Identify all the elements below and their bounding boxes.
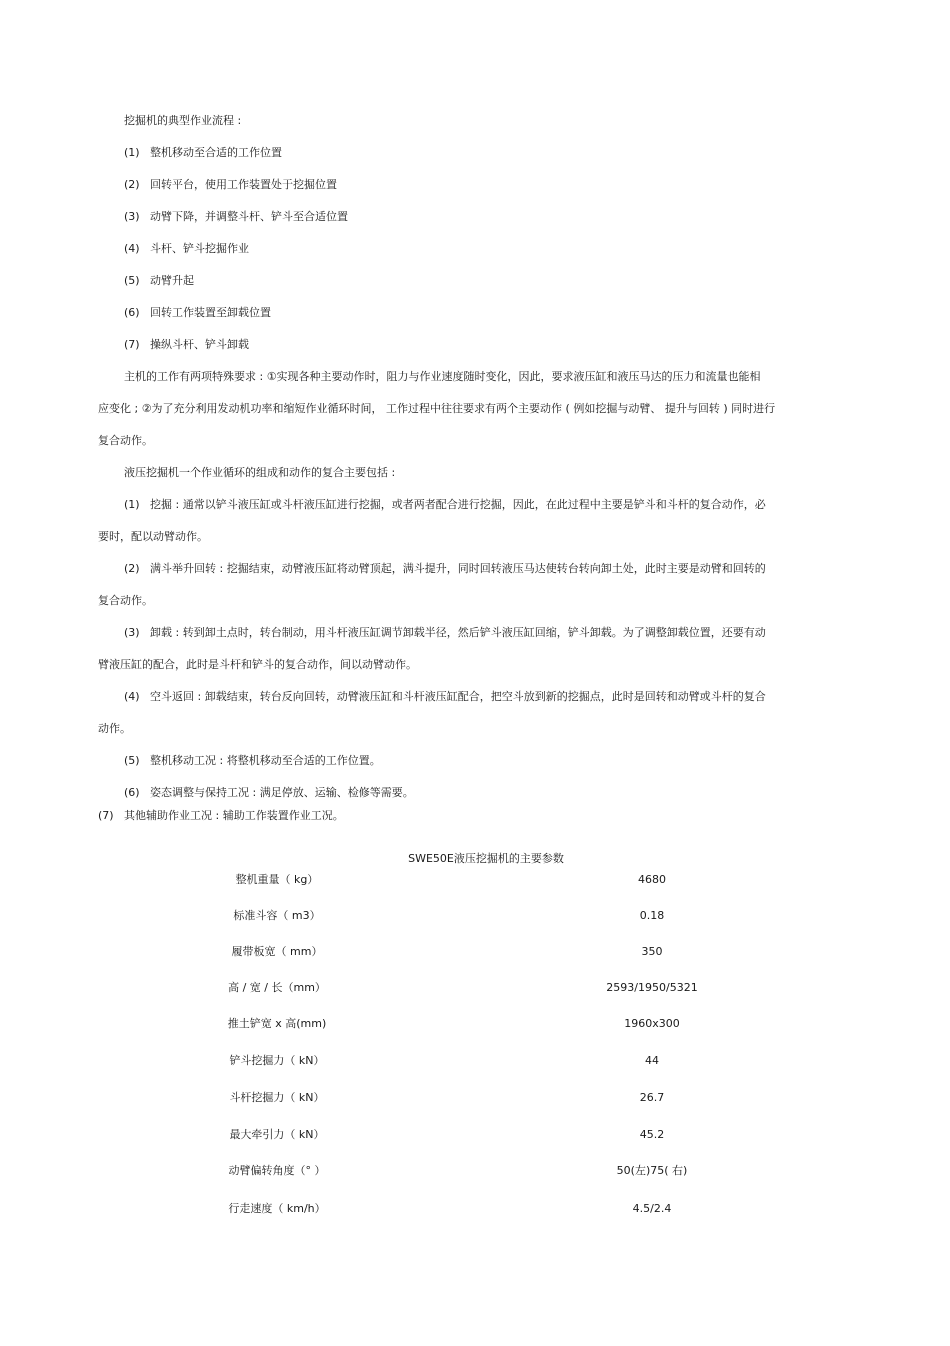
param-value: 1960x300 [624, 1017, 680, 1030]
cycle-item [124, 626, 766, 639]
param-label: 整机重量（ kg） [235, 873, 319, 886]
flow-step [124, 274, 194, 287]
flow-step [124, 146, 282, 159]
param-label: 铲斗挖掘力（ kN） [229, 1054, 325, 1067]
flow-step [124, 210, 348, 223]
item-text: 空斗返回 : 卸载结束，转台反向回转，动臂液压缸和斗杆液压缸配合，把空斗放到新的挖掘点，此时是回转和动臂或斗杆的复合 [150, 690, 766, 703]
step-text: 动臂升起 [150, 274, 194, 287]
step-number: (2) [124, 178, 140, 191]
param-value: 26.7 [639, 1091, 665, 1104]
param-label: 最大牵引力（ kN） [229, 1128, 325, 1141]
param-value: 2593/1950/5321 [606, 981, 698, 994]
cycle-item-continuation: 要时，配以动臂动作。 [98, 530, 208, 543]
item-text: 卸载 : 转到卸土点时，转台制动，用斗杆液压缸调节卸载半径，然后铲斗液压缸回缩，铲斗卸载。为了调整卸载位置，还要有动 [150, 626, 766, 639]
item-number: (4) [124, 690, 140, 703]
param-value: 50(左)75( 右) [616, 1164, 688, 1177]
step-number: (5) [124, 274, 140, 287]
cycle-item [124, 562, 766, 575]
cycle-item [124, 498, 766, 511]
item-text: 满斗举升回转 : 挖掘结束，动臂液压缸将动臂顶起，满斗提升，同时回转液压马达使转台转向卸土处，此时主要是动臂和回转的 [150, 562, 766, 575]
cycle-title: 液压挖掘机一个作业循环的组成和动作的复合主要包括 : [124, 466, 396, 479]
param-value: 350 [641, 945, 663, 958]
cycle-item-continuation: 臂液压缸的配合，此时是斗杆和铲斗的复合动作，间以动臂动作。 [98, 658, 417, 671]
cycle-item [124, 754, 381, 767]
param-label: 行走速度（ km/h） [228, 1202, 326, 1215]
param-value: 45.2 [639, 1128, 665, 1141]
params-table-title: SWE50E液压挖掘机的主要参数 [408, 852, 564, 865]
param-label: 履带板宽（ mm） [231, 945, 323, 958]
cycle-item-continuation: 复合动作。 [98, 594, 153, 607]
requirements-line: 主机的工作有两项特殊要求 : ①实现各种主要动作时，阻力与作业速度随时变化，因此，要求液压缸和液压马达的压力和流量也能相 [124, 370, 761, 383]
item-text: 挖掘 : 通常以铲斗液压缸或斗杆液压缸进行挖掘，或者两者配合进行挖掘，因此，在此过程中主要是铲斗和斗杆的复合动作，必 [150, 498, 766, 511]
param-label: 高 / 宽 / 长（mm） [228, 981, 326, 994]
param-value: 0.18 [639, 909, 665, 922]
flow-title: 挖掘机的典型作业流程 : [124, 114, 242, 127]
cycle-item [124, 690, 766, 703]
flow-step [124, 338, 249, 351]
param-label: 斗杆挖掘力（ kN） [229, 1091, 325, 1104]
flow-step [124, 306, 271, 319]
item-number: (5) [124, 754, 140, 767]
step-text: 斗杆、铲斗挖掘作业 [150, 242, 249, 255]
cycle-item [124, 786, 414, 799]
param-label: 推土铲宽 x 高(mm) [227, 1017, 327, 1030]
step-number: (4) [124, 242, 140, 255]
cycle-item-continuation: 动作。 [98, 722, 131, 735]
item-text: 整机移动工况 : 将整机移动至合适的工作位置。 [150, 754, 381, 767]
param-value: 4680 [638, 873, 666, 886]
step-text: 动臂下降，并调整斗杆、铲斗至合适位置 [150, 210, 348, 223]
requirements-line: 应变化 ; ②为了充分利用发动机功率和缩短作业循环时间， 工作过程中往往要求有两个主要动作 ( 例如挖掘与动臂、 提升与回转 ) 同时进行 [98, 402, 776, 415]
item-number: (3) [124, 626, 140, 639]
step-number: (1) [124, 146, 140, 159]
param-value: 4.5/2.4 [632, 1202, 672, 1215]
step-text: 整机移动至合适的工作位置 [150, 146, 282, 159]
item-number: (1) [124, 498, 140, 511]
item-number: (2) [124, 562, 140, 575]
item-number: (6) [124, 786, 140, 799]
requirements-line: 复合动作。 [98, 434, 153, 447]
step-number: (3) [124, 210, 140, 223]
item-text: 其他辅助作业工况 : 辅助工作装置作业工况。 [124, 809, 344, 822]
flow-step [124, 178, 337, 191]
param-label: 动臂偏转角度（° ） [228, 1164, 326, 1177]
step-number: (7) [124, 338, 140, 351]
flow-step [124, 242, 249, 255]
step-number: (6) [124, 306, 140, 319]
step-text: 回转平台，使用工作装置处于挖掘位置 [150, 178, 337, 191]
step-text: 操纵斗杆、铲斗卸载 [150, 338, 249, 351]
item-text: 姿态调整与保持工况 : 满足停放、运输、检修等需要。 [150, 786, 414, 799]
param-value: 44 [645, 1054, 659, 1067]
cycle-item [98, 809, 344, 822]
step-text: 回转工作装置至卸载位置 [150, 306, 271, 319]
item-number: (7) [98, 809, 114, 822]
param-label: 标准斗容（ m3） [233, 909, 321, 922]
